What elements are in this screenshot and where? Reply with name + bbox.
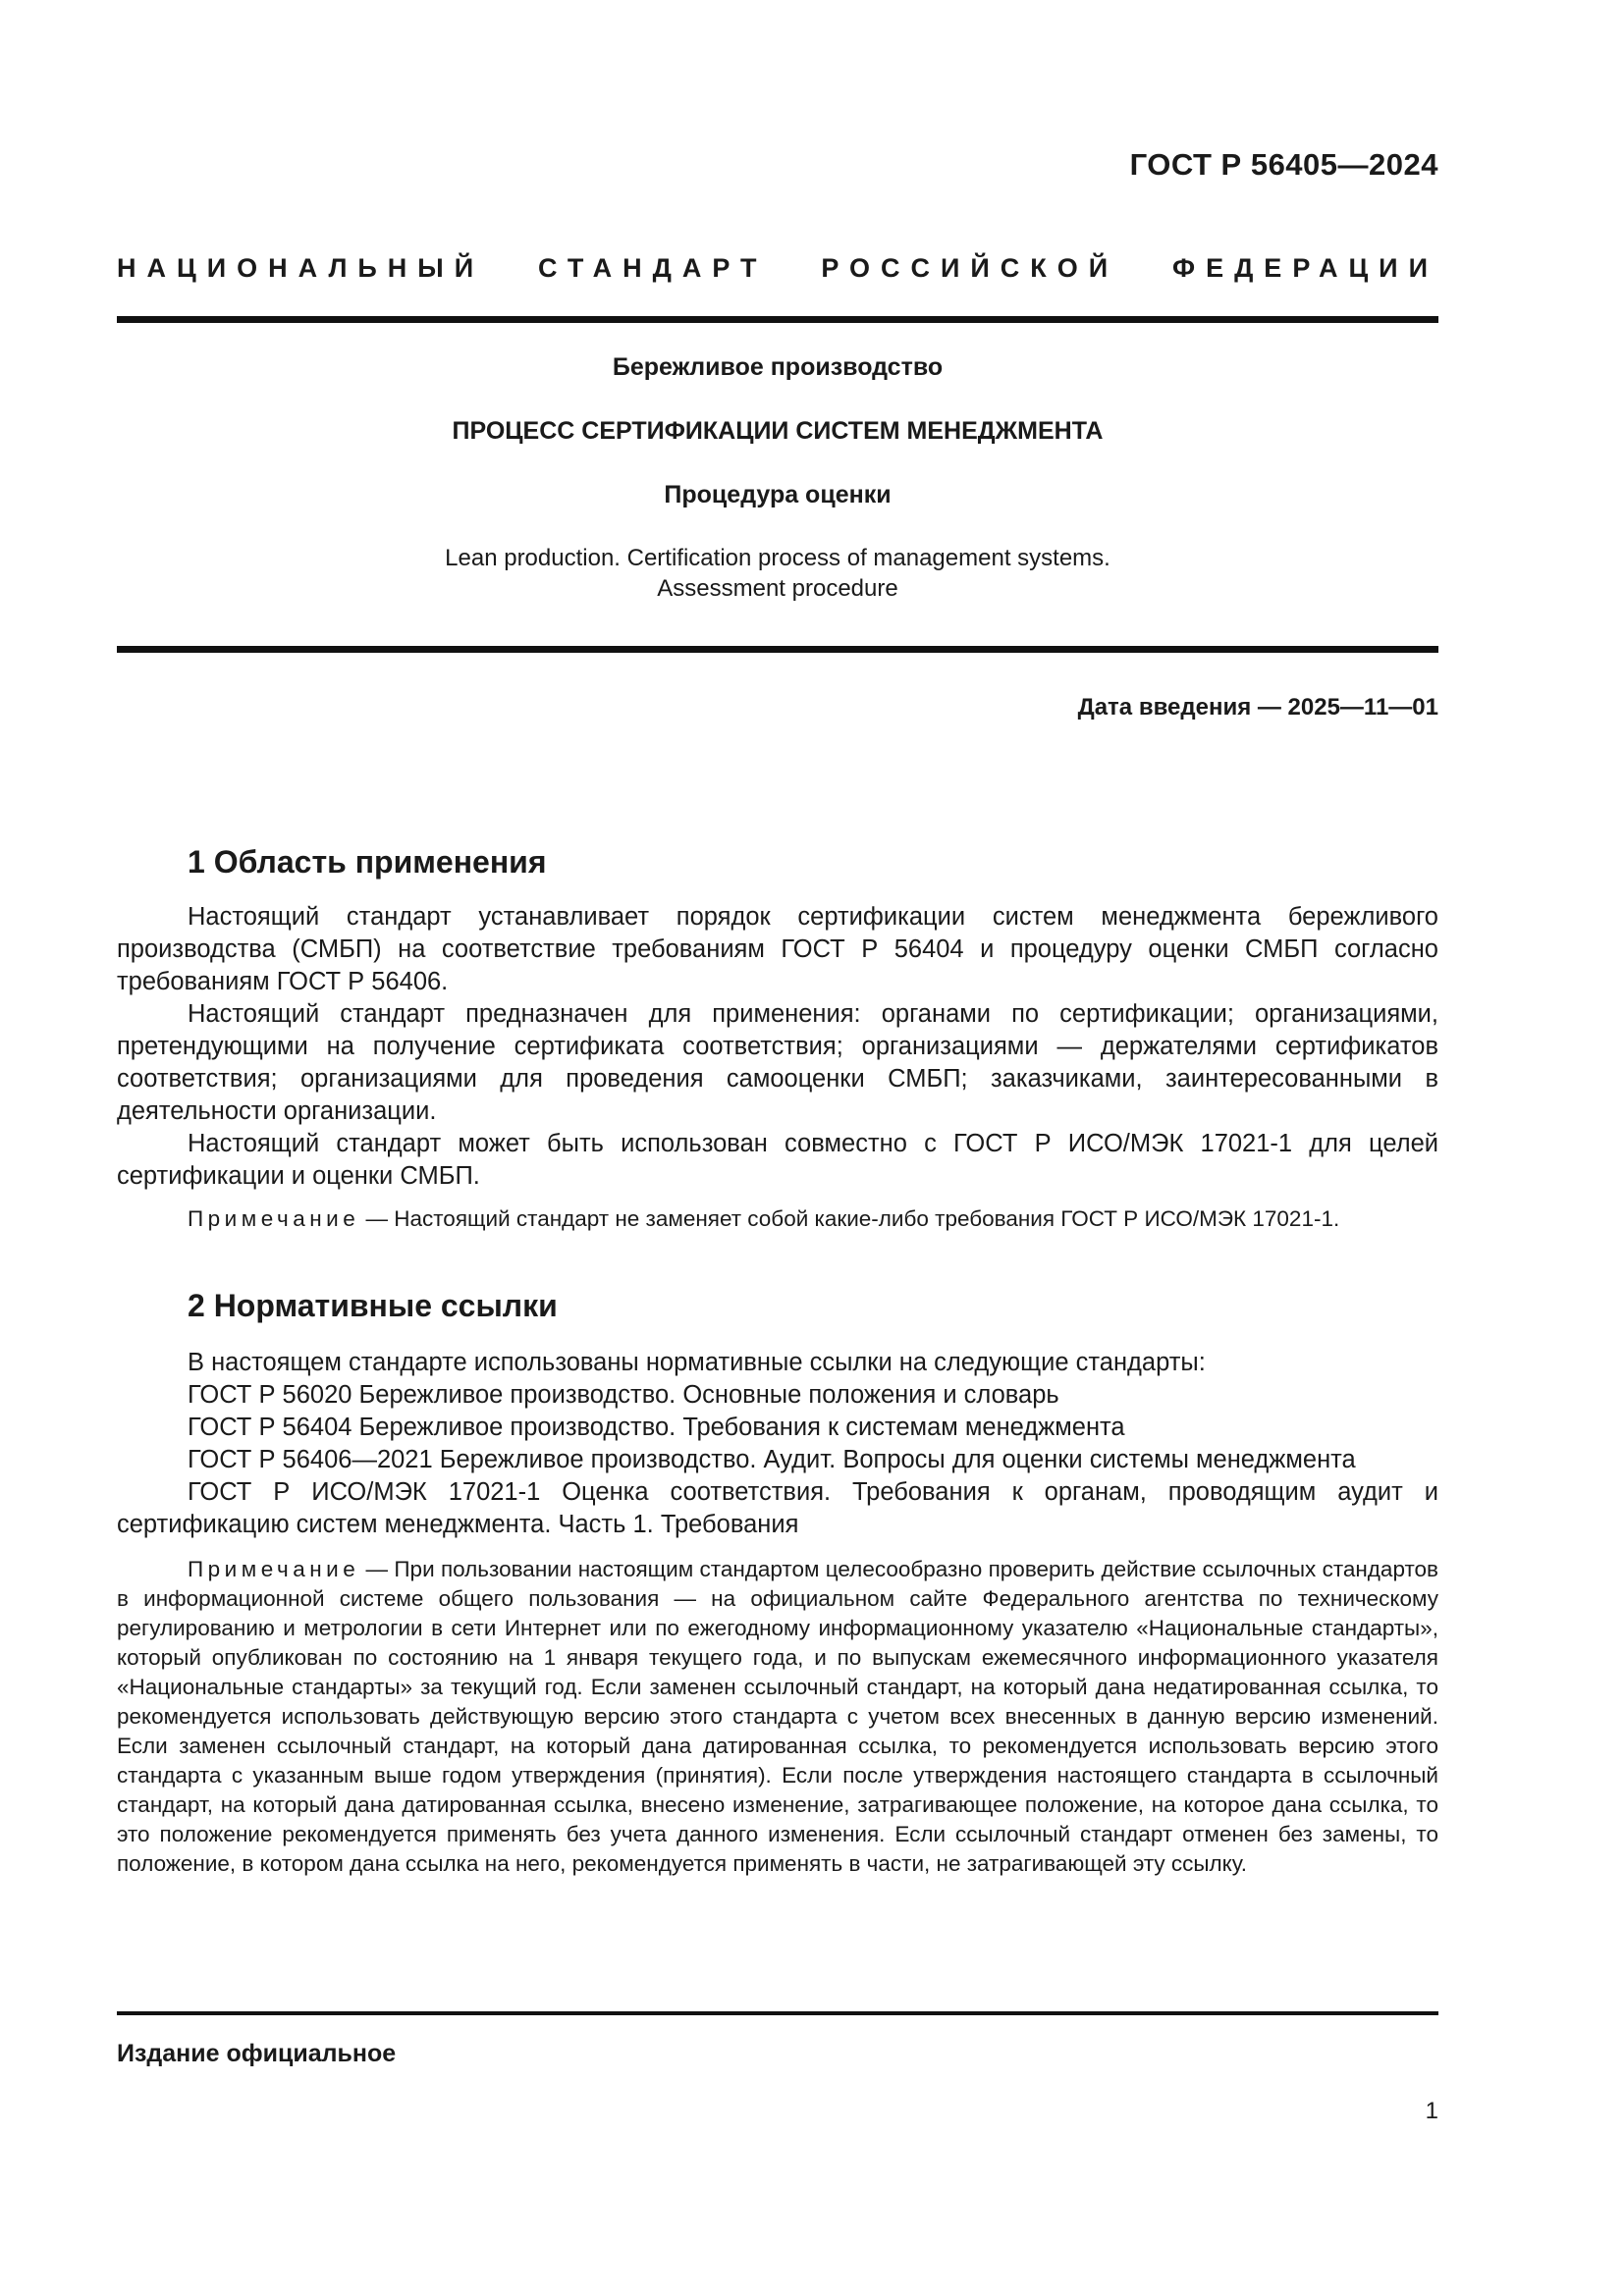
section-2-note [117, 1555, 1438, 1879]
english-title [117, 543, 1438, 604]
reference-item: ГОСТ Р 56020 Бережливое производство. Основные положения и словарь [188, 1381, 1059, 1409]
note-text: — При пользовании настоящим стандартом целесообразно проверить действие ссылочных стандартов в информационной системе общего пользования — на официальном сайте Федерального агентства по техническому регулированию и метрологии в сети Интернет или по ежегодному информационному указателю «Национальные стандарты», который опубликован по состоянию на 1 января текущего года, и по выпускам ежемесячного информационного указателя «Национальные стандарты» за текущий год. Если заменен ссылочный стандарт, на который дана недатированная ссылка, то рекомендуется использовать действующую версию этого стандарта с учетом всех внесенных в данную версию изменений. Если заменен ссылочный стандарт, на который дана датированная ссылка, то рекомендуется использовать версию этого стандарта с указанным выше годом утверждения (принятия). Если после утверждения настоящего стандарта в ссылочный стандарт, на который дана датированная ссылка, внесено изменение, затрагивающее положение, на которое дана ссылка, то это положение рекомендуется применять без учета данного изменения. Если ссылочный стандарт отменен без замены, то положение, в котором дана ссылка на него, рекомендуется применять в части, не затрагивающей эту ссылку. [117, 1557, 1438, 1876]
title-line-2: ПРОЦЕСС СЕРТИФИКАЦИИ СИСТЕМ МЕНЕДЖМЕНТА [452, 417, 1104, 445]
section-1-paragraph-2: Настоящий стандарт предназначен для применения: органами по сертификации; организациями, претендующими на получение сертификата соответствия; организациями — держателями сертификатов соответствия; организациями для проведения самооценки СМБП; заказчиками, заинтересованными в деятельности организации. [117, 1000, 1438, 1125]
reference-item: ГОСТ Р 56404 Бережливое производство. Требования к системам менеджмента [188, 1414, 1125, 1441]
gost-number: ГОСТ Р 56405—2024 [1129, 147, 1438, 182]
reference-item: ГОСТ Р ИСО/МЭК 17021-1 Оценка соответствия. Требования к органам, проводящим аудит и сертификацию систем менеджмента. Часть 1. Требования [117, 1478, 1438, 1538]
title-line-3: Процедура оценки [664, 481, 892, 508]
title-block [117, 353, 1438, 604]
note-label: Примечание [188, 1557, 360, 1581]
title-divider [117, 646, 1438, 653]
document-page [117, 0, 1438, 2296]
note-label: Примечание [188, 1206, 360, 1231]
english-title-line-2: Assessment procedure [657, 575, 898, 602]
note-text: — Настоящий стандарт не заменяет собой какие-либо требования ГОСТ Р ИСО/МЭК 17021-1. [359, 1206, 1340, 1231]
section-1-note [117, 1204, 1438, 1234]
reference-list [117, 1379, 1438, 1541]
section-2-intro: В настоящем стандарте использованы нормативные ссылки на следующие стандарты: [188, 1349, 1206, 1376]
footer-divider [117, 2011, 1438, 2015]
section-1-heading: 1 Область применения [188, 844, 547, 880]
section-scope [117, 842, 1438, 1234]
page-number: 1 [1425, 2098, 1438, 2124]
introduction-date: Дата введения — 2025—11—01 [1077, 694, 1438, 721]
national-standard-banner: НАЦИОНАЛЬНЫЙ СТАНДАРТ РОССИЙСКОЙ ФЕДЕРАЦИИ [117, 253, 1438, 283]
section-normative-references [117, 1286, 1438, 1879]
top-divider [117, 316, 1438, 323]
edition-label: Издание официальное [117, 2040, 397, 2067]
title-line-1: Бережливое производство [612, 353, 944, 381]
section-2-heading: 2 Нормативные ссылки [188, 1288, 558, 1323]
section-1-paragraph-3: Настоящий стандарт может быть использован совместно с ГОСТ Р ИСО/МЭК 17021-1 для целей сертификации и оценки СМБП. [117, 1130, 1438, 1190]
reference-item: ГОСТ Р 56406—2021 Бережливое производство. Аудит. Вопросы для оценки системы менеджмента [188, 1446, 1356, 1473]
english-title-line-1: Lean production. Certification process of management systems. [445, 545, 1110, 571]
section-1-paragraph-1: Настоящий стандарт устанавливает порядок сертификации систем менеджмента бережливого производства (СМБП) на соответствие требованиям ГОСТ Р 56404 и процедуру оценки СМБП согласно требованиям ГОСТ Р 56406. [117, 903, 1438, 995]
